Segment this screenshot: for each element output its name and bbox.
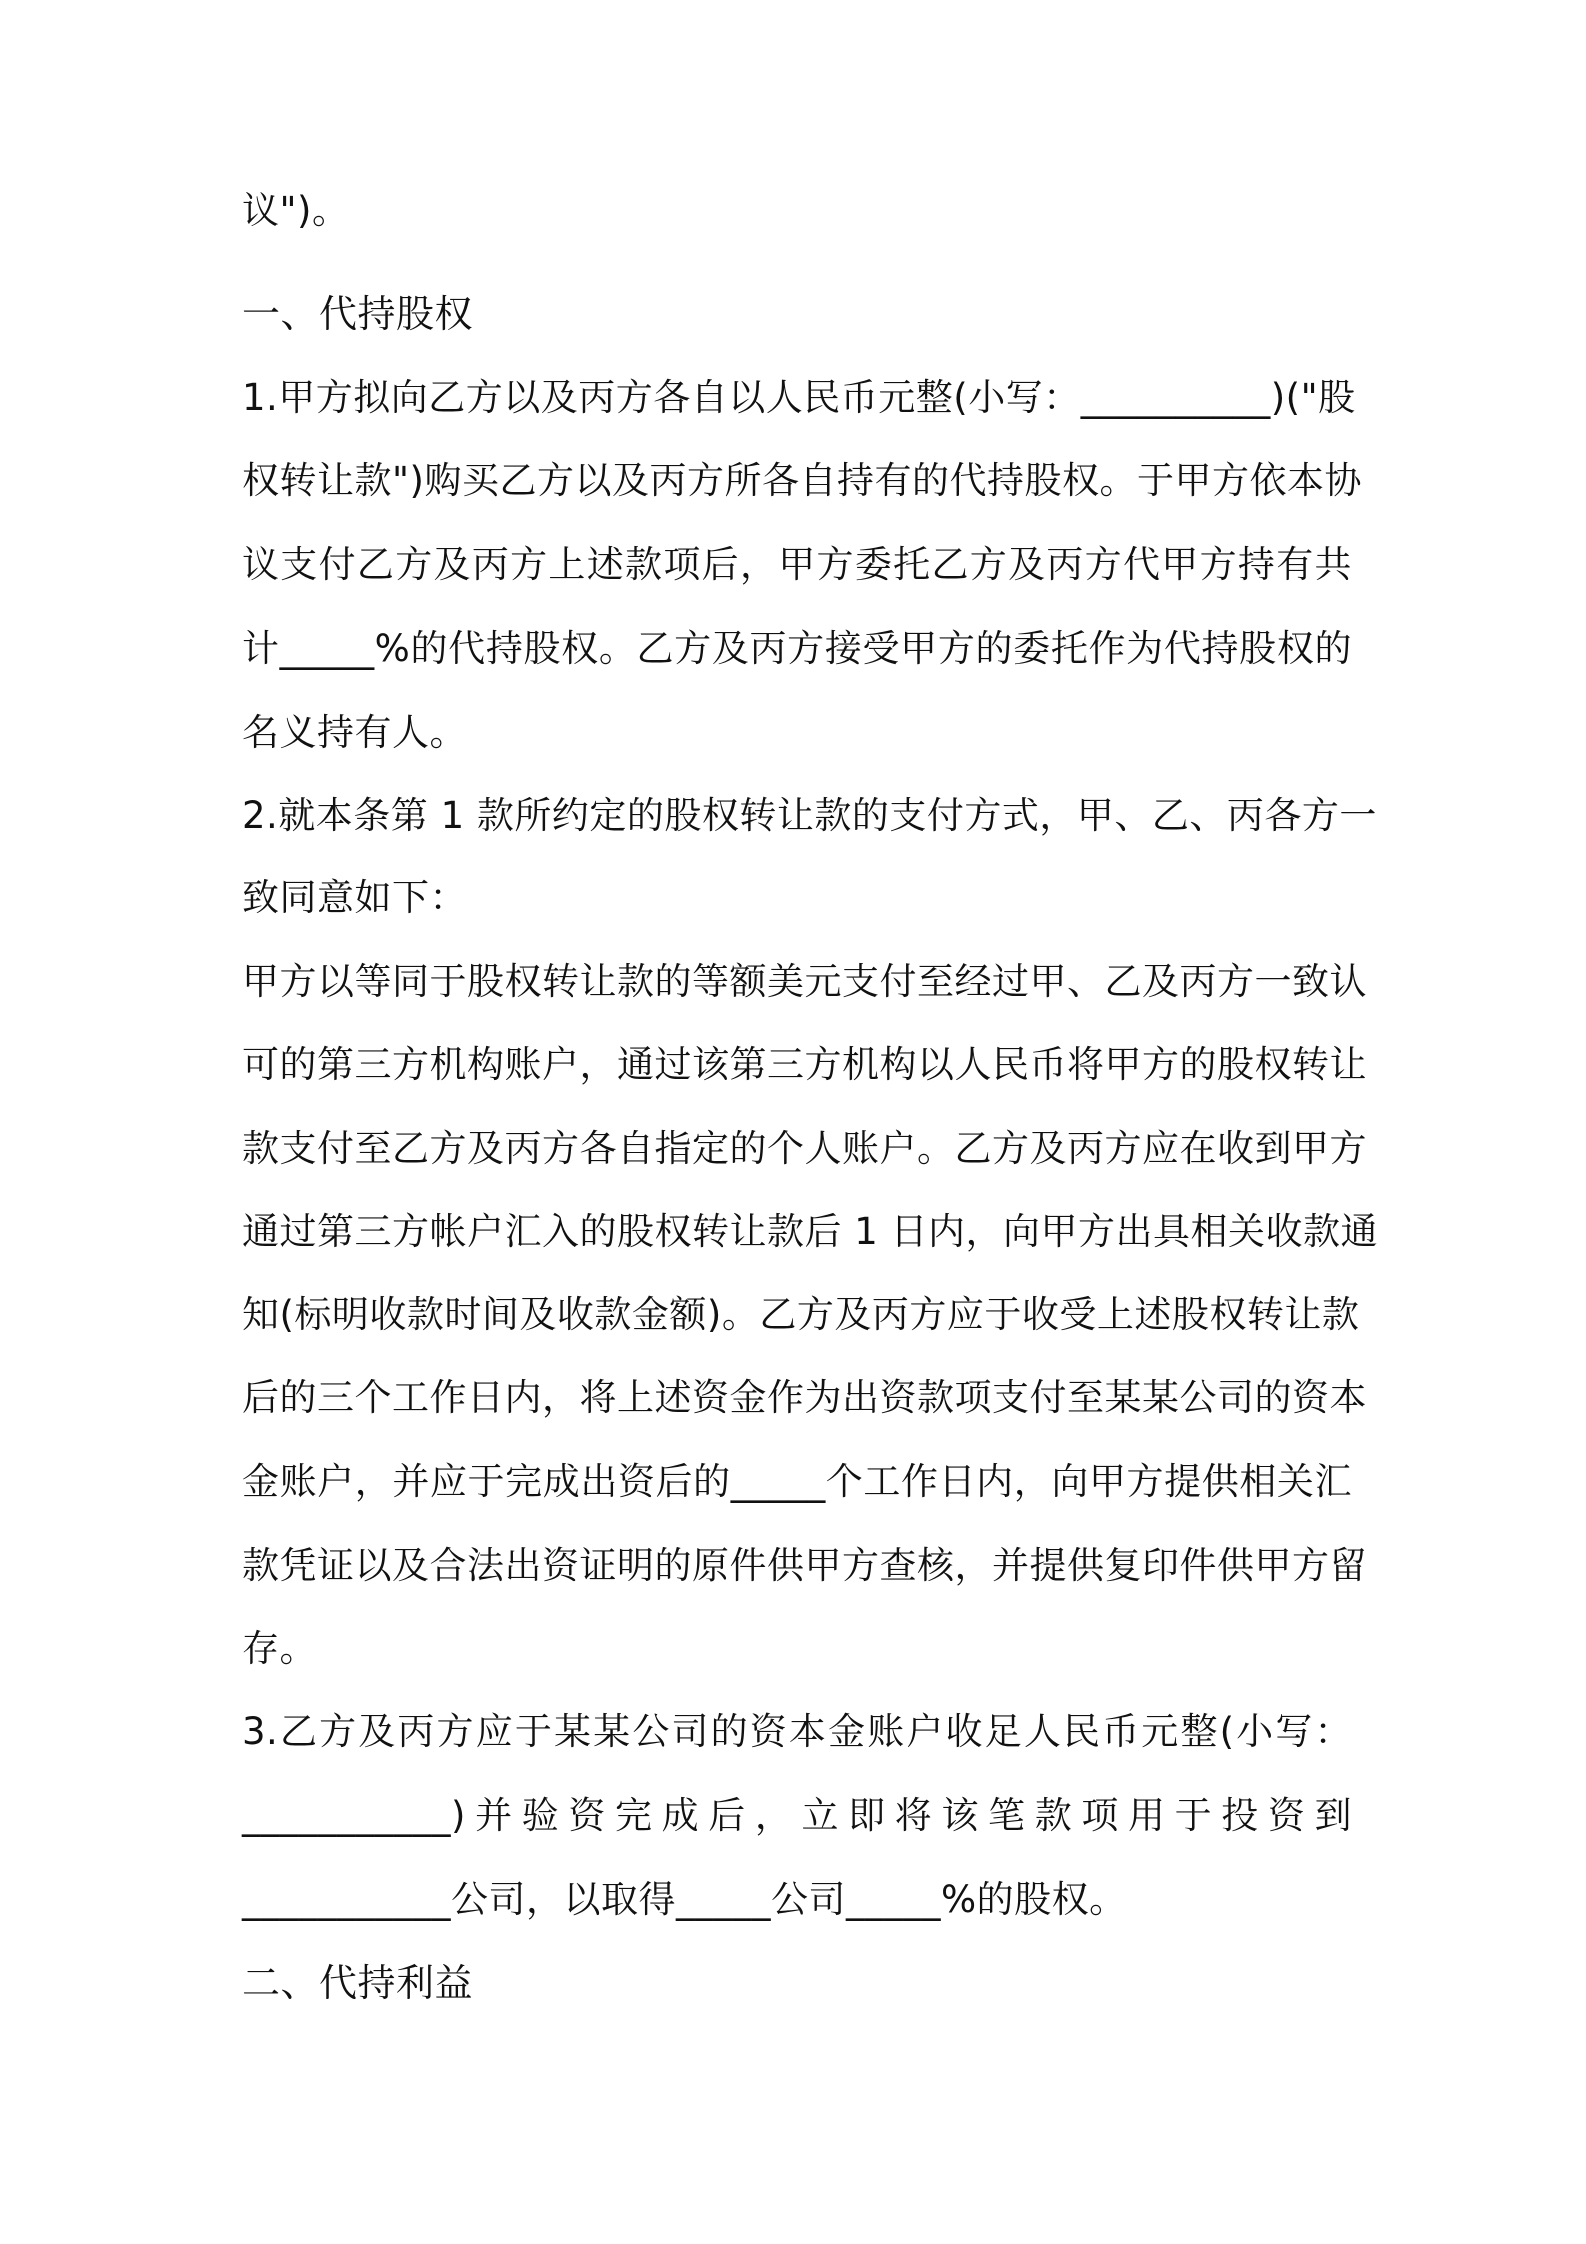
section-heading: 二、代持利益 (242, 1961, 474, 2005)
text-line: 知(标明收款时间及收款金额)。乙方及丙方应于收受上述股权转让款 (242, 1293, 1360, 1336)
text-line: 甲方以等同于股权转让款的等额美元支付至经过甲、乙及丙方一致认 (242, 960, 1367, 1003)
text-line: 权转让款")购买乙方以及丙方所各自持有的代持股权。于甲方依本协 (242, 459, 1362, 502)
text-line: 1.甲方拟向乙方以及丙方各自以人民币元整(小写：__________)("股 (242, 376, 1356, 419)
text-line: 议支付乙方及丙方上述款项后，甲方委托乙方及丙方代甲方持有共 (242, 543, 1352, 586)
text-line: 通过第三方帐户汇入的股权转让款后 1 日内，向甲方出具相关收款通 (242, 1210, 1379, 1253)
text-line: 议")。 (242, 189, 350, 232)
text-line: 款支付至乙方及丙方各自指定的个人账户。乙方及丙方应在收到甲方 (242, 1127, 1367, 1170)
text-line: ___________公司，以取得_____公司_____%的股权。 (242, 1878, 1127, 1921)
text-line: ___________)并验资完成后，立即将该笔款项用于投资到 (242, 1794, 1352, 1837)
text-line: 可的第三方机构账户，通过该第三方机构以人民币将甲方的股权转让 (242, 1043, 1367, 1086)
text-line: 金账户，并应于完成出资后的_____个工作日内，向甲方提供相关汇 (242, 1460, 1352, 1503)
section-heading: 一、代持股权 (242, 292, 474, 336)
text-line: 存。 (242, 1627, 317, 1670)
text-line: 款凭证以及合法出资证明的原件供甲方查核，并提供复印件供甲方留 (242, 1544, 1367, 1587)
text-line: 名义持有人。 (242, 711, 467, 754)
text-line: 后的三个工作日内，将上述资金作为出资款项支付至某某公司的资本 (242, 1376, 1367, 1419)
text-line: 计_____%的代持股权。乙方及丙方接受甲方的委托作为代持股权的 (242, 627, 1352, 670)
text-line: 致同意如下： (242, 876, 467, 919)
text-line: 3.乙方及丙方应于某某公司的资本金账户收足人民币元整(小写： (242, 1710, 1352, 1753)
text-line: 2.就本条第 1 款所约定的股权转让款的支付方式，甲、乙、丙各方一 (242, 794, 1377, 837)
